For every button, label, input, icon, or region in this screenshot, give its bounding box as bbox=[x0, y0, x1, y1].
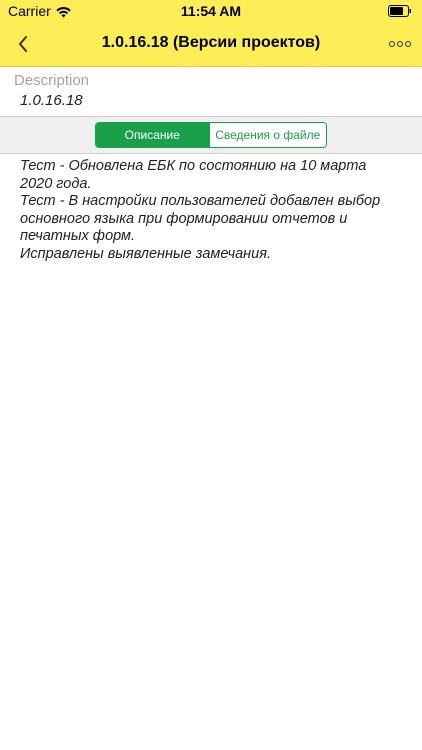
description-value: 1.0.16.18 bbox=[20, 92, 83, 109]
description-label: Description bbox=[14, 72, 90, 89]
more-horizontal-icon[interactable] bbox=[388, 36, 412, 52]
status-bar bbox=[0, 0, 422, 22]
page-title: 1.0.16.18 (Версии проектов) bbox=[101, 34, 321, 51]
chevron-left-icon[interactable] bbox=[12, 31, 36, 57]
tab-file-info[interactable]: Сведения о файле bbox=[209, 123, 326, 147]
tabs-strip bbox=[0, 116, 422, 154]
battery-icon bbox=[388, 5, 412, 17]
release-note-line: Исправлены выявленные замечания. bbox=[20, 245, 271, 262]
release-note-line: Тест - Обновлена ЕБК по состоянию на 10 марта 2020 года. bbox=[20, 158, 367, 192]
status-time: 11:54 AM bbox=[180, 3, 242, 19]
segmented-control bbox=[95, 122, 327, 148]
description-section bbox=[0, 67, 422, 116]
tab-description[interactable]: Описание bbox=[96, 123, 209, 147]
carrier-label: Carrier bbox=[8, 3, 51, 19]
nav-bar bbox=[0, 22, 422, 67]
release-notes bbox=[20, 158, 400, 263]
release-note-line: Тест - В настройки пользователей добавлен выбор основного языка при формировании отчетов и печатных форм. bbox=[20, 193, 381, 244]
